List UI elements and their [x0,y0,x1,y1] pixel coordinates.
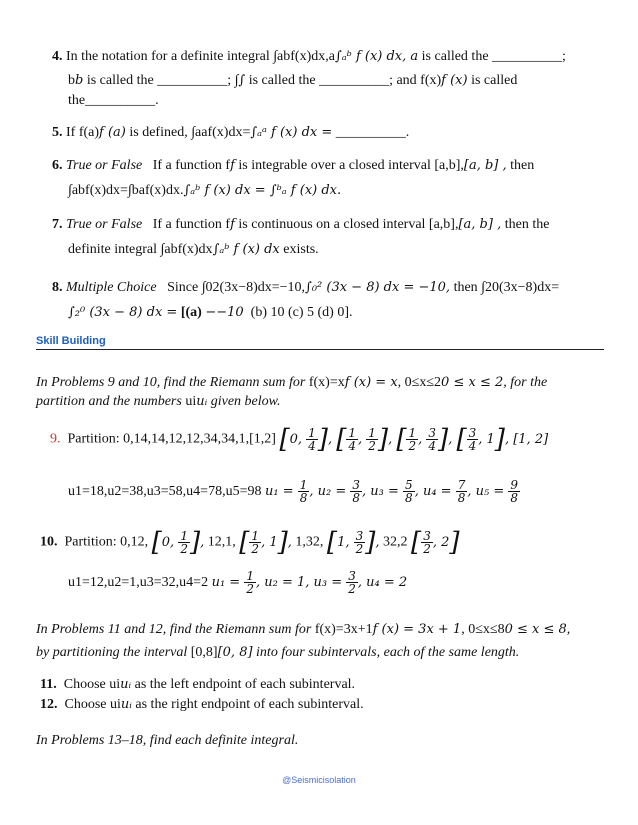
problem-text: b [68,73,75,88]
instruction-text: by partitioning the interval [36,645,188,660]
problem-4-line-1 [52,48,566,66]
problem-number: 12. [40,697,58,712]
problem-text: In the notation for a definite integral ∫abf(x)dx,a [66,49,335,64]
problem-text: is called the __________; [421,49,566,64]
problem-text: __________. [335,125,410,140]
problem-text: ∫abf(x)dx=∫baf(x)dx. [68,183,184,198]
math-expression: f (x) = x [344,375,398,390]
problem-text: is defined, ∫aaf(x)dx= [129,125,251,140]
math-expression: uᵢ [120,677,132,692]
math-expression: ∫ₐᵇ f (x) dx = ∫ᵇₐ f (x) dx. [183,183,342,198]
instruction-text: , for the [503,375,548,390]
math-expression: [0, 8] [217,645,253,660]
problem-text: 12,1, [207,534,236,550]
problem-11 [40,676,355,694]
problem-text: If f(a) [66,125,100,140]
problem-number: 8. [52,280,63,295]
instructions-9-10-line-1 [36,374,547,392]
problem-text: is called the __________; and f(x) [248,73,442,88]
problem-7-line-2 [68,241,319,259]
instruction-text: into four subintervals, each of the same length. [256,645,520,660]
math-expression: uᵢ [196,394,208,409]
problem-text: Choose ui [64,697,121,712]
problem-text: is called [471,73,518,88]
variable-text: ui [185,394,197,409]
problem-text: as the right endpoint of each subinterval. [135,697,364,712]
problem-text: Partition: 0,12, [64,534,149,550]
problem-12 [40,696,364,714]
math-expression: ∫₂⁰ (3x − 8) dx = [68,305,178,320]
instruction-text: partition and the numbers [36,394,182,409]
problem-4-line-3 [68,92,159,110]
problem-text: u1=12,u2=1,u3=32,u4=2 [68,575,209,590]
math-expression: 0 ≤ x ≤ 8 [504,622,567,637]
interval-math: [1, $\frac{3}{2}$ ], [326,527,380,557]
math-expression: ∫ₐᵇ f (x) dx, a [334,49,419,64]
problem-text: Choose ui [63,677,121,692]
problem-text: the__________. [68,93,159,108]
math-expression: f [230,158,235,173]
choice-a-label: [(a) [180,305,202,320]
instruction-text: In Problems 9 and 10, find the Riemann sum for [36,375,306,390]
problem-5 [52,124,409,142]
problem-text: Since ∫02(3x−8)dx=−10, [167,280,306,295]
math-expression: ∫ₐᵃ f (x) dx = [250,125,333,140]
problem-text: If a function f [152,158,231,173]
problem-text: 1,32, [295,534,324,550]
problem-10-line-1 [40,522,460,563]
partition-math: [0, $\frac{1}{4}$ ], [ $\frac{1}{4}$ , $\frac{1}{2}$ ], [ $\frac{1}{2}$ , $\frac{3}{4}$ ], [ $\frac{3}{4}$ , 1], [1, 2] [279,424,549,454]
math-expression: [a, b] , [463,158,507,173]
problem-text: is called the __________; ∫ [86,73,239,88]
math-expression: b [75,73,84,88]
u-values-math: u₁ = $\frac{1}{8}$ , u₂ = $\frac{3}{8}$ , u₃ = $\frac{5}{8}$ , u₄ = $\frac{7}{8}$ , u₅ = $\frac{9}{8}$ [264,478,518,505]
interval-math: [ $\frac{1}{2}$ , 1], [239,527,292,557]
instructions-11-12-line-2 [36,644,519,662]
problem-9-line-2 [68,474,520,510]
instruction-text: given below. [210,394,281,409]
instructions-13-18 [36,732,298,750]
problem-number: 6. [52,158,63,173]
question-type-label: True or False [66,158,143,173]
problem-number: 9. [50,431,61,447]
math-expression: f (x) [441,73,468,88]
instruction-text: In Problems 13–18, find each definite integral. [36,733,299,748]
problem-4-line-2 [68,72,517,90]
footer-watermark: @Seismicisolation [282,775,356,785]
problem-9-line-1 [50,421,548,458]
instructions-11-12-line-1 [36,621,570,639]
problem-number: 4. [52,49,63,64]
problem-text: If a function f [152,217,231,232]
problem-6-line-2 [68,182,341,200]
math-expression: f (x) = 3x + 1 [372,622,462,637]
math-expression: f [230,217,235,232]
question-type-label: True or False [66,217,143,232]
function-text: f(x)=3x+1 [314,622,373,637]
u-values-math: u₁ = $\frac{1}{2}$ , u₂ = 1, u₃ = $\frac{3}{2}$ , u₄ = 2 [211,569,408,596]
problem-8-line-1 [52,279,559,297]
problem-10-line-2 [68,565,407,601]
problem-number: 7. [52,217,63,232]
function-text: f(x)=x [308,375,345,390]
interval-text: [0,8] [190,645,218,660]
problem-number: 10. [40,534,58,550]
problem-text: 32,2 [383,534,408,550]
instruction-text: , [566,622,571,637]
problem-7-line-1 [52,216,549,234]
problem-text: Partition: 0,14,14,12,12,34,34,1,[1,2] [67,431,276,447]
section-header [36,335,604,350]
problem-text: then [510,158,535,173]
interval-text: , 0≤x≤8 [461,622,505,637]
problem-text: then ∫20(3x−8)dx= [453,280,560,295]
problem-text: then the [504,217,550,232]
section-title: Skill Building [36,335,106,347]
problem-text: is continuous on a closed interval [a,b], [238,217,459,232]
problem-8-line-2 [68,304,353,322]
problem-text: is integrable over a closed interval [a,b], [238,158,464,173]
math-expression: f (a) [99,125,126,140]
problem-6-line-1 [52,157,534,175]
math-expression: 0 ≤ x ≤ 2 [441,375,504,390]
math-expression: ∫₀² (3x − 8) dx = −10, [305,280,451,295]
choice-a-value: −−10 [205,305,244,320]
question-type-label: Multiple Choice [66,280,157,295]
problem-text: u1=18,u2=38,u3=58,u4=78,u5=98 [68,484,262,499]
problem-number: 5. [52,125,63,140]
problem-text: as the left endpoint of each subinterval. [134,677,356,692]
math-expression: [a, b] , [458,217,502,232]
choice-list: (b) 10 (c) 5 (d) 0]. [250,305,353,320]
math-expression: ∫ₐᵇ f (x) dx [212,242,280,257]
interval-math: [ $\frac{3}{2}$ , 2] [411,527,460,557]
problem-number: 11. [40,677,57,692]
instruction-text: In Problems 11 and 12, find the Riemann sum for [36,622,312,637]
problem-text: exists. [283,242,319,257]
math-expression: ∫ [238,73,246,88]
problem-text: definite integral ∫abf(x)dx [68,242,213,257]
interval-text: , 0≤x≤2 [397,375,442,390]
math-expression: uᵢ [120,697,132,712]
instructions-9-10-line-2 [36,393,280,411]
interval-math: [0, $\frac{1}{2}$ ], [151,527,205,557]
